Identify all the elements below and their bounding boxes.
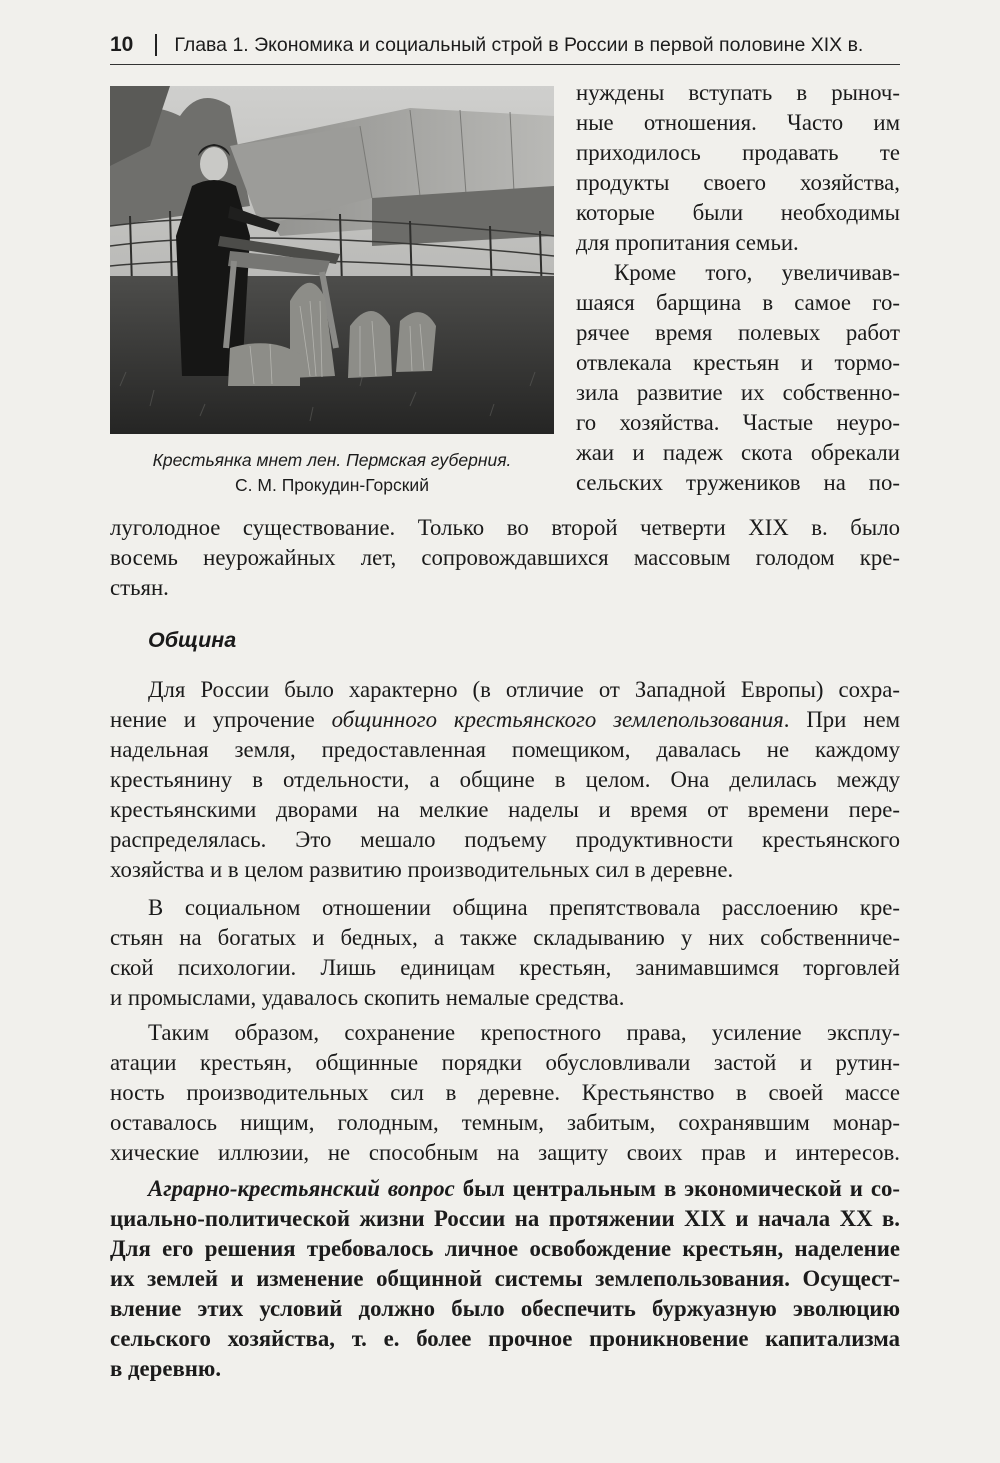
text-line: продукты своего хозяйства, [576,170,900,195]
wrapped-text-column [576,78,900,498]
figure [110,86,554,498]
paragraph-social [110,893,900,1013]
text-line: распределялась. Это мешало подъему продуктивности крестьянского [110,827,900,852]
text-line [110,705,900,735]
text-line: луголодное существование. Только во второй четверти XIX в. было [110,515,900,540]
header-divider [155,34,157,56]
text-line: Таким образом, сохранение крепостного права, усиление эксплу- [148,1020,900,1045]
text-line: хические иллюзии, не способным на защиту своих прав и интересов. [110,1140,900,1165]
text-line: ные отношения. Часто им [576,110,900,135]
text-line: крестьянину в отдельности, а общине в целом. Она делилась между [110,767,900,792]
text-line: го хозяйства. Частые неуро- [576,410,900,435]
emphasis-term: Аграрно-крестьянский вопрос [148,1176,455,1201]
text-line: ность производительных сил в деревне. Крестьянство в своей массе [110,1080,900,1105]
text-line: сельских тружеников на по- [576,470,900,495]
text-line: Кроме того, увеличивав- [614,260,900,285]
text-line: В социальном отношении община препятствовала расслоению кре- [148,895,900,920]
text-line: их землей и изменение общинной системы землепользования. Осущест- [110,1266,900,1291]
text-line: жаи и падеж скота обрекали [576,440,900,465]
text-run: нение и упрочение [110,707,332,732]
text-run: . При нем [783,707,901,732]
caption-author: С. М. Прокудин-Горский [235,475,429,495]
text-line: шаяся барщина в самое го- [576,290,900,315]
text-line: для пропитания семьи. [576,230,799,255]
text-line: рячее время полевых работ [576,320,900,345]
text-line: хозяйства и в целом развитию производительных сил в деревне. [110,857,734,882]
section-heading: Община [148,628,237,652]
paragraph-community [110,675,900,885]
chapter-title: Глава 1. Экономика и социальный строй в России в первой половине XIX в. [174,33,864,56]
text-line: надельная земля, предоставленная помещиком, давалась не каждому [110,737,900,762]
text-line: зила развитие их собственно- [576,380,900,405]
text-run: был центральным в экономической и со- [454,1176,900,1201]
text-line: крестьянскими дворами на мелкие наделы и время от времени пере- [110,797,900,822]
page-number: 10 [110,33,134,56]
caption-title: Крестьянка мнет лен. Пермская губерния. [152,450,512,470]
text-line: атации крестьян, общинные порядки обусловливали застой и рутин- [110,1050,900,1075]
text-line: восемь неурожайных лет, сопровождавшихся массовым голодом кре- [110,545,900,570]
text-line: которые были необходимы [576,200,900,225]
text-line: стьян. [110,575,169,600]
paragraph-continuation [110,513,900,603]
running-header [110,28,900,62]
text-line: ской психологии. Лишь единицам крестьян, занимавшимся торговлей [110,955,900,980]
text-line: Для России было характерно (в отличие от Западной Европы) сохра- [148,677,900,702]
paragraph-summary [110,1018,900,1168]
text-line: циально-политической жизни России на протяжении XIX и начала XX в. [110,1206,900,1231]
text-line: отвлекала крестьян и тормо- [576,350,900,375]
photo-peasant-woman-flax [110,86,554,434]
text-line: нуждены вступать в рыноч- [576,80,900,105]
text-line: Для его решения требовалось личное освобождение крестьян, наделение [110,1236,900,1261]
text-line [110,1174,900,1204]
header-rule [110,64,900,65]
text-line: оставалось нищим, голодным, темным, забитым, сохранявшим монар- [110,1110,900,1135]
photo-caption [110,448,554,498]
text-line: вление этих условий должно было обеспечить буржуазную эволюцию [110,1296,900,1321]
text-line: приходилось продавать те [576,140,900,165]
text-line: и промыслами, удавалось скопить немалые средства. [110,985,625,1010]
text-line: стьян на богатых и бедных, а также складыванию у них собственниче- [110,925,900,950]
text-line: сельского хозяйства, т. е. более прочное проникновение капитализма [110,1326,900,1351]
text-line: в деревню. [110,1356,222,1381]
emphasis-term: общинного крестьянского землепользования [331,707,784,732]
paragraph-conclusion [110,1174,900,1384]
